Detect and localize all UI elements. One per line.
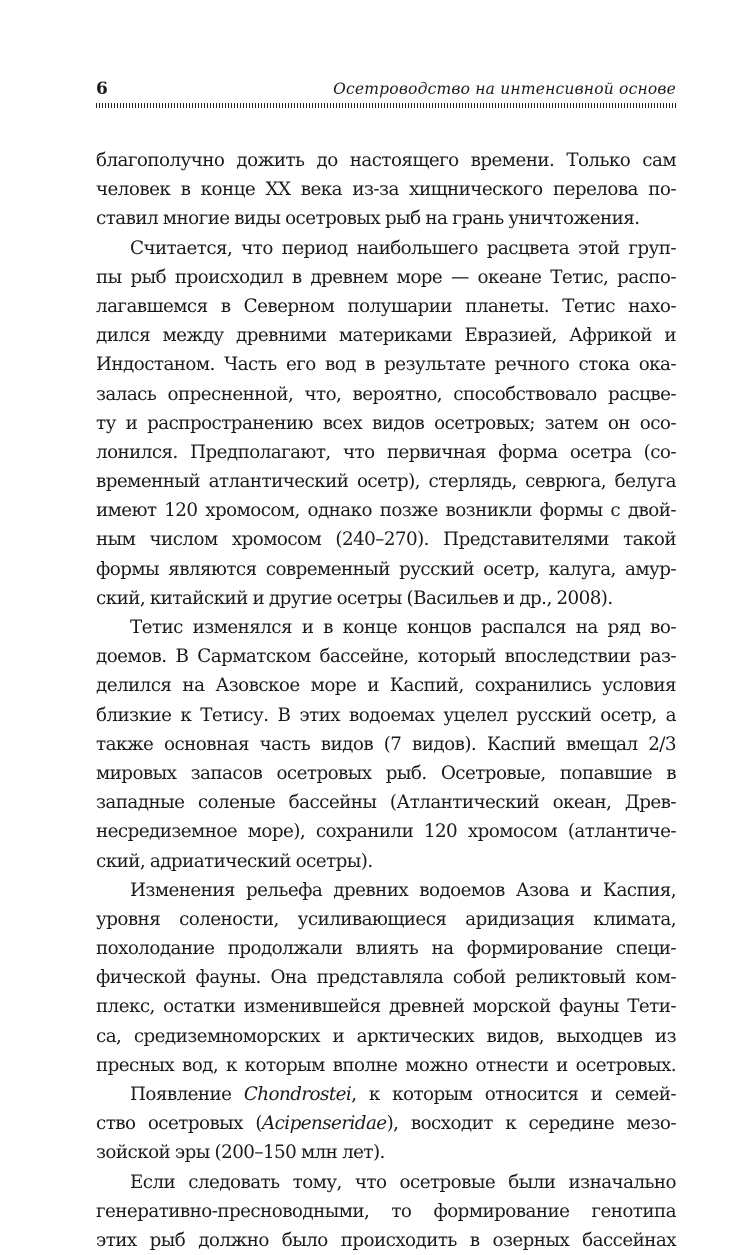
text-line: человек в конце XX века из-за хищнического перелова по- bbox=[96, 179, 676, 201]
text-line: формы являются современный русский осетр, калуга, амур- bbox=[96, 558, 676, 580]
text-line: ту и распространению всех видов осетровых; затем он осо- bbox=[96, 412, 676, 434]
text-line bbox=[96, 1109, 676, 1138]
text-line: Изменения рельефа древних водоемов Азова и Каспия, bbox=[130, 879, 676, 901]
text-line: этих рыб должно было происходить в озерных бассейнах bbox=[96, 1229, 676, 1251]
text-line: доемов. В Сарматском бассейне, который впоследствии раз- bbox=[96, 646, 676, 668]
text-line: имеют 120 хромосом, однако позже возникли формы с двой- bbox=[96, 500, 676, 522]
text-line: са, средиземноморских и арктических видов, выходцев из bbox=[96, 1025, 676, 1047]
text-line: генеративно-пресноводными, то формирование генотипа bbox=[96, 1200, 676, 1222]
body-text bbox=[96, 146, 676, 1255]
italic-term: Acipenseridae bbox=[261, 1113, 387, 1135]
text-line: несредиземное море), сохранили 120 хромосом (атлантиче- bbox=[96, 821, 676, 843]
text-line: Если следовать тому, что осетровые были изначально bbox=[130, 1171, 676, 1193]
text-line: дился между древними материками Евразией, Африкой и bbox=[96, 325, 676, 347]
text-line: ский, адриатический осетры). bbox=[96, 850, 373, 872]
text-line: также основная часть видов (7 видов). Каспий вмещал 2/3 bbox=[96, 733, 676, 755]
text-line: Индостаном. Часть его вод в результате речного стока ока- bbox=[96, 354, 676, 376]
text-line: близкие к Тетису. В этих водоемах уцелел русский осетр, а bbox=[96, 704, 676, 726]
text-line: благополучно дожить до настоящего времени. Только сам bbox=[96, 150, 676, 171]
text-line: мировых запасов осетровых рыб. Осетровые, попавшие в bbox=[96, 762, 676, 784]
text-run: , к которым относится и семей- bbox=[351, 1084, 676, 1105]
text-line: ставил многие виды осетровых рыб на грань уничтожения. bbox=[96, 208, 640, 230]
text-line: пы рыб происходил в древнем море — океане Тетис, распо- bbox=[96, 266, 676, 288]
text-line: похолодание продолжали влиять на формирование специ- bbox=[96, 938, 676, 960]
page-number: 6 bbox=[96, 79, 108, 99]
text-line: западные соленые бассейны (Атлантический океан, Древ- bbox=[96, 792, 676, 814]
text-run: Появление bbox=[130, 1084, 244, 1105]
text-line: делился на Азовское море и Каспий, сохранились условия bbox=[96, 675, 676, 697]
text-run: ство осетровых ( bbox=[96, 1113, 262, 1135]
text-line: Тетис изменялся и в конце концов распался на ряд во- bbox=[130, 617, 676, 638]
text-run: ), восходит к середине мезо- bbox=[386, 1113, 676, 1135]
text-line: пресных вод, к которым вполне можно отнести и осетровых. bbox=[96, 1054, 676, 1076]
text-line: зойской эры (200–150 млн лет). bbox=[96, 1142, 385, 1164]
text-line: временный атлантический осетр), стерлядь, севрюга, белуга bbox=[96, 471, 676, 493]
italic-term: Chondrostei bbox=[243, 1084, 352, 1105]
running-title: Осетроводство на интенсивной основе bbox=[333, 80, 676, 98]
text-line: лонился. Предполагают, что первичная форма осетра (со- bbox=[96, 441, 676, 463]
text-line bbox=[96, 1080, 676, 1109]
text-line: плекс, остатки изменившейся древней морской фауны Тети- bbox=[96, 996, 676, 1018]
text-line: ский, китайский и другие осетры (Васильев и др., 2008). bbox=[96, 587, 613, 609]
text-line: уровня солености, усиливающиеся аридизация климата, bbox=[96, 908, 676, 930]
text-line: залась опресненной, что, вероятно, способствовало расцве- bbox=[96, 383, 676, 405]
text-line: лагавшемся в Северном полушарии планеты. Тетис нахо- bbox=[96, 295, 676, 317]
header-rule bbox=[96, 103, 676, 108]
text-line: ным числом хромосом (240–270). Представителями такой bbox=[96, 529, 676, 551]
text-line: фической фауны. Она представляла собой реликтовый ком- bbox=[96, 967, 676, 989]
text-line: Считается, что период наибольшего расцвета этой груп- bbox=[130, 237, 676, 259]
page-header bbox=[96, 78, 676, 102]
